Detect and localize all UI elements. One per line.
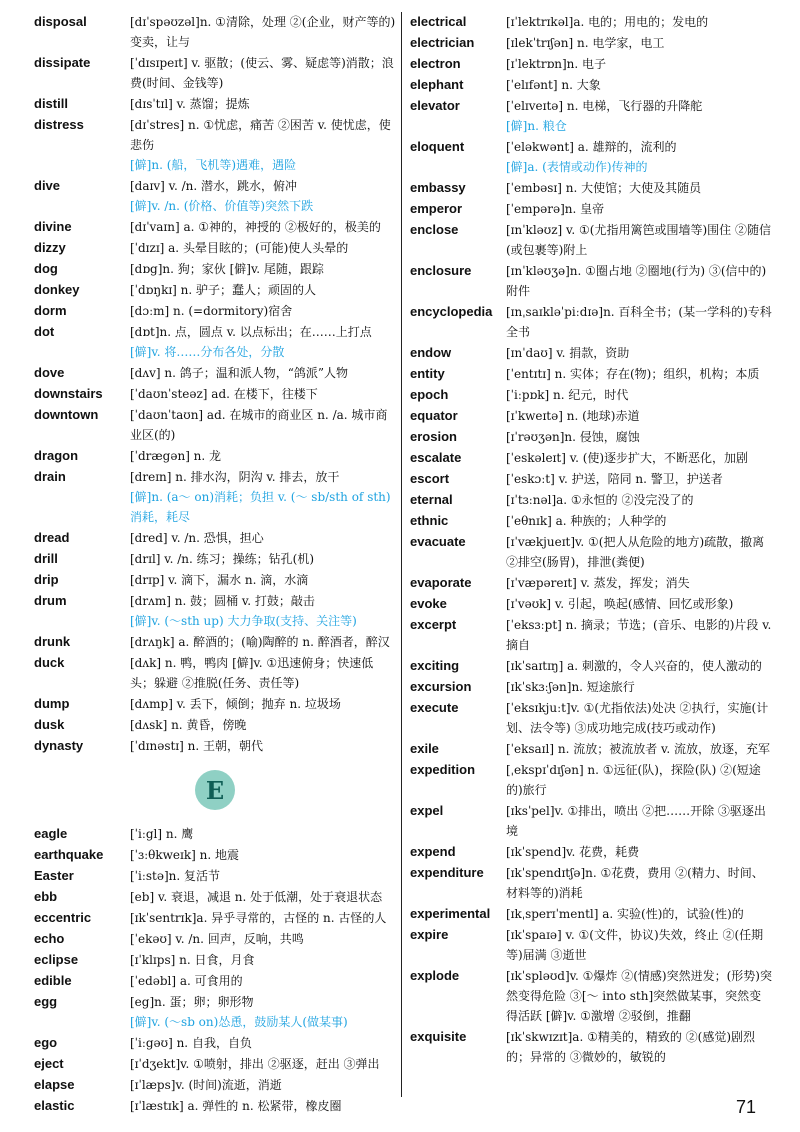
- definition: [dʌv] n. 鸽子；温和派人物，“鸽派”人物: [130, 366, 349, 380]
- headword: ebb: [34, 889, 58, 904]
- headword: dump: [34, 696, 70, 711]
- dictionary-entry: [410, 364, 772, 384]
- dictionary-entry: [410, 801, 772, 841]
- dictionary-entry: [34, 322, 396, 362]
- dictionary-entry: [34, 549, 396, 569]
- headword: dove: [34, 365, 65, 380]
- headword: escort: [410, 471, 450, 486]
- headword: expire: [410, 927, 449, 942]
- right-column: [410, 12, 772, 1068]
- rare-usage-note: [僻]v. (～sb on)怂恿，鼓励某人(做某事): [130, 1015, 348, 1029]
- dictionary-entry: [410, 615, 772, 655]
- headword: execute: [410, 700, 459, 715]
- dictionary-entry: [410, 448, 772, 468]
- definition: [dɪˈstres] n. ①忧虑，痛苦 ②困苦 v. 使忧虑，使悲伤: [130, 118, 391, 152]
- headword: elevator: [410, 98, 460, 113]
- definition: [eg]n. 蛋；卵；卵形物: [130, 995, 254, 1009]
- definition: [ˌekspɪˈdɪʃən] n. ①远征(队)，探险(队) ②(短途的)旅行: [506, 763, 761, 797]
- dictionary-entry: [410, 12, 772, 32]
- dictionary-entry: [410, 261, 772, 301]
- entry-list: [410, 12, 772, 1067]
- headword: electrical: [410, 14, 467, 29]
- headword: epoch: [410, 387, 449, 402]
- dictionary-entry: [34, 736, 396, 756]
- dictionary-entry: [34, 824, 396, 844]
- dictionary-entry: [410, 677, 772, 697]
- headword: downstairs: [34, 386, 103, 401]
- dictionary-entry: [410, 904, 772, 924]
- headword: Easter: [34, 868, 74, 883]
- definition: [ɪˈlæstɪk] a. 弹性的 n. 松紧带，橡皮圈: [130, 1099, 342, 1113]
- dictionary-entry: [410, 406, 772, 426]
- dictionary-entry: [34, 591, 396, 631]
- definition: [ˈedəbl] a. 可食用的: [130, 974, 243, 988]
- definition: [ˈeθnɪk] a. 种族的；人种学的: [506, 514, 667, 528]
- headword: exquisite: [410, 1029, 467, 1044]
- headword: ego: [34, 1035, 58, 1050]
- rare-usage-note: [僻]a. (表情或动作)传神的: [506, 160, 648, 174]
- headword: dread: [34, 530, 70, 545]
- headword: equator: [410, 408, 458, 423]
- headword: divine: [34, 219, 72, 234]
- headword: donkey: [34, 282, 80, 297]
- headword: drunk: [34, 634, 71, 649]
- dictionary-entry: [34, 992, 396, 1032]
- headword: ethnic: [410, 513, 449, 528]
- headword: expedition: [410, 762, 476, 777]
- dictionary-entry: [410, 302, 772, 342]
- dictionary-entry: [410, 137, 772, 177]
- entry-list: [34, 12, 396, 756]
- dictionary-entry: [34, 238, 396, 258]
- headword: encyclopedia: [410, 304, 493, 319]
- headword: erosion: [410, 429, 457, 444]
- definition: [ˈdɪzɪ] a. 头晕目眩的；(可能)使人头晕的: [130, 241, 349, 255]
- definition: [ˈembəsɪ] n. 大使馆；大使及其随员: [506, 181, 702, 195]
- dictionary-entry: [410, 656, 772, 676]
- headword: dizzy: [34, 240, 66, 255]
- dictionary-entry: [34, 528, 396, 548]
- dictionary-entry: [34, 301, 396, 321]
- definition: [drɪl] v. /n. 练习；操练；钻孔(机): [130, 552, 315, 566]
- headword: enclose: [410, 222, 459, 237]
- definition: [ɪkˈskwɪzɪt]a. ①精美的，精致的 ②(感觉)剧烈的；异常的 ③微妙的，敏锐的: [506, 1030, 756, 1064]
- letter-section-header: [34, 770, 396, 810]
- headword: dive: [34, 178, 61, 193]
- dictionary-entry: [410, 54, 772, 74]
- definition: [ɪˈlektrɪkəl]a. 电的；用电的；发电的: [506, 15, 709, 29]
- headword: exciting: [410, 658, 460, 673]
- dictionary-entry: [410, 427, 772, 447]
- headword: eclipse: [34, 952, 79, 967]
- definition: [dɪˈvaɪn] a. ①神的，神授的 ②极好的，极美的: [130, 220, 381, 234]
- dictionary-entry: [34, 53, 396, 93]
- headword: excursion: [410, 679, 472, 694]
- definition: [ɪksˈpel]v. ①排出，喷出 ②把……开除 ③驱逐出境: [506, 804, 766, 838]
- headword: eagle: [34, 826, 68, 841]
- headword: expend: [410, 844, 456, 859]
- letter-badge-label: E: [205, 775, 225, 805]
- definition: [ˈdaʊnˈtaʊn] ad. 在城市的商业区 n. /a. 城市商业区(的): [130, 408, 388, 442]
- dictionary-entry: [410, 863, 772, 903]
- definition: [ɪˈkweɪtə] n. (地球)赤道: [506, 409, 640, 423]
- dictionary-entry: [34, 950, 396, 970]
- dictionary-entry: [34, 908, 396, 928]
- headword: eccentric: [34, 910, 92, 925]
- dictionary-entry: [410, 33, 772, 53]
- definition: [ɪkˈskɜːʃən]n. 短途旅行: [506, 680, 635, 694]
- headword: drill: [34, 551, 58, 566]
- dictionary-entry: [410, 75, 772, 95]
- dictionary-entry: [410, 1027, 772, 1067]
- headword: elastic: [34, 1098, 75, 1113]
- definition: [dɒt]n. 点，圆点 v. 以点标出；在……上打点: [130, 325, 372, 339]
- headword: dusk: [34, 717, 65, 732]
- definition: [ˈeksaɪl] n. 流放；被流放者 v. 流放，放逐，充军: [506, 742, 770, 756]
- headword: duck: [34, 655, 65, 670]
- dictionary-entry: [34, 653, 396, 693]
- rare-usage-note: [僻]n. (a～ on)消耗；负担 v. (～ sb/sth of sth)消耗，耗尽: [130, 490, 391, 524]
- dictionary-entry: [34, 280, 396, 300]
- definition: [ˈeksɜːpt] n. 摘录；节选；(音乐、电影的)片段 v. 摘自: [506, 618, 772, 652]
- headword: expenditure: [410, 865, 484, 880]
- dictionary-entry: [34, 632, 396, 652]
- dictionary-entry: [34, 1033, 396, 1053]
- definition: [ɪkˈspləʊd]v. ①爆炸 ②(情感)突然迸发；(形势)突然变得危险 ③[～ into sth]突然做某事，突然变得活跃 [僻]v. ①激增 ②驳倒，推翻: [506, 969, 772, 1023]
- dictionary-entry: [34, 971, 396, 991]
- definition: [ɪˈklɪps] n. 日食，月食: [130, 953, 255, 967]
- headword: dissipate: [34, 55, 91, 70]
- dictionary-entry: [34, 866, 396, 886]
- dictionary-entry: [34, 1054, 396, 1074]
- rare-usage-note: [僻]v. 将……分布各处，分散: [130, 345, 285, 359]
- headword: enclosure: [410, 263, 472, 278]
- dictionary-entry: [34, 94, 396, 114]
- definition: [ˈdɪsɪpeɪt] v. 驱散；(使云、雾、疑虑等)消散；浪费(时间、金钱等): [130, 56, 394, 90]
- dictionary-entry: [410, 842, 772, 862]
- page-number: 71: [735, 1097, 756, 1117]
- headword: egg: [34, 994, 58, 1009]
- headword: excerpt: [410, 617, 457, 632]
- headword: distress: [34, 117, 84, 132]
- definition: [ɪnˈkləʊʒə]n. ①圈占地 ②圈地(行为) ③(信中的)附件: [506, 264, 767, 298]
- headword: drum: [34, 593, 67, 608]
- definition: [ˈempərə]n. 皇帝: [506, 202, 605, 216]
- dictionary-entry: [34, 570, 396, 590]
- headword: embassy: [410, 180, 466, 195]
- definition: [dred] v. /n. 恐惧，担心: [130, 531, 264, 545]
- headword: dot: [34, 324, 55, 339]
- dictionary-entry: [34, 384, 396, 404]
- headword: eject: [34, 1056, 64, 1071]
- column-divider: [401, 12, 402, 1097]
- headword: electrician: [410, 35, 475, 50]
- dictionary-entry: [34, 363, 396, 383]
- headword: elapse: [34, 1077, 75, 1092]
- definition: [ɪˈdʒekt]v. ①喷射，排出 ②驱逐，赶出 ③弹出: [130, 1057, 380, 1071]
- headword: echo: [34, 931, 65, 946]
- headword: endow: [410, 345, 452, 360]
- definition: [ɪˈlæps]v. (时间)流逝，消逝: [130, 1078, 282, 1092]
- headword: expel: [410, 803, 444, 818]
- dictionary-entry: [410, 966, 772, 1026]
- definition: [ɪˈvækjueɪt]v. ①(把人从危险的地方)疏散，撤离 ②排空(肠胃)，排泄(粪便): [506, 535, 765, 569]
- definition: [dʌk] n. 鸭，鸭肉 [僻]v. ①迅速俯身；快速低头；躲避 ②推脱(任务、责任等): [130, 656, 374, 690]
- definition: [drɪp] v. 滴下，漏水 n. 滴，水滴: [130, 573, 309, 587]
- definition: [ˈdaʊnˈsteəz] ad. 在楼下，往楼下: [130, 387, 318, 401]
- definition: [ɪˈvæpəreɪt] v. 蒸发，挥发；消失: [506, 576, 690, 590]
- definition: [ˈeskɔːt] v. 护送，陪同 n. 警卫，护送者: [506, 472, 723, 486]
- headword: downtown: [34, 407, 99, 422]
- definition: [ˈdrægən] n. 龙: [130, 449, 222, 463]
- dictionary-entry: [34, 115, 396, 175]
- headword: experimental: [410, 906, 491, 921]
- definition: [daɪv] v. /n. 潜水，跳水，俯冲: [130, 179, 298, 193]
- dictionary-entry: [410, 760, 772, 800]
- dictionary-entry: [34, 929, 396, 949]
- headword: evoke: [410, 596, 447, 611]
- dictionary-entry: [410, 385, 772, 405]
- definition: [ˈentɪtɪ] n. 实体；存在(物)；组织，机构；本质: [506, 367, 760, 381]
- dictionary-entry: [410, 96, 772, 136]
- definition: [ɪkˈspaɪə] v. ①(文件，协议)失效，终止 ②(任期等)届满 ③逝世: [506, 928, 764, 962]
- headword: eternal: [410, 492, 453, 507]
- dictionary-entry: [34, 12, 396, 52]
- headword: emperor: [410, 201, 463, 216]
- dictionary-entry: [410, 511, 772, 531]
- dictionary-entry: [410, 199, 772, 219]
- headword: evacuate: [410, 534, 466, 549]
- headword: exile: [410, 741, 439, 756]
- definition: [dreɪn] n. 排水沟，阴沟 v. 排去，放干: [130, 470, 340, 484]
- dictionary-entry: [34, 1075, 396, 1095]
- dictionary-entry: [34, 446, 396, 466]
- dictionary-entry: [410, 925, 772, 965]
- definition: [ɪkˈspend]v. 花费，耗费: [506, 845, 640, 859]
- definition: [ˈelɪfənt] n. 大象: [506, 78, 601, 92]
- dictionary-entry: [410, 490, 772, 510]
- definition: [ɪˈrəʊʒən]n. 侵蚀，腐蚀: [506, 430, 640, 444]
- rare-usage-note: [僻]v. (～sth up) 大力争取(支持、关注等): [130, 614, 357, 628]
- definition: [eb] v. 衰退，减退 n. 处于低潮，处于衰退状态: [130, 890, 383, 904]
- headword: dragon: [34, 448, 79, 463]
- definition: [ɪnˈkləʊz] v. ①(尤指用篱笆或围墙等)围住 ②随信(或包裹等)附上: [506, 223, 771, 257]
- dictionary-entry: [34, 467, 396, 527]
- letter-badge-icon: [195, 770, 235, 810]
- dictionary-entry: [410, 532, 772, 572]
- left-column: [34, 12, 396, 1117]
- dictionary-entry: [34, 887, 396, 907]
- dictionary-entry: [410, 573, 772, 593]
- dictionary-entry: [34, 217, 396, 237]
- definition: [ɪˈtɜːnəl]a. ①永恒的 ②没完没了的: [506, 493, 694, 507]
- dictionary-entry: [410, 739, 772, 759]
- definition: [dʌsk] n. 黄昏，傍晚: [130, 718, 247, 732]
- definition: [ˈiːpɒk] n. 纪元，时代: [506, 388, 629, 402]
- definition: [ɪkˌsperɪˈmentl] a. 实验(性)的，试验(性)的: [506, 907, 744, 921]
- definition: [ˈeksɪkjuːt]v. ①(尤指依法)处决 ②执行，实施(计划、法令等) ③成功地完成(技巧或动作): [506, 701, 769, 735]
- dictionary-entry: [34, 259, 396, 279]
- headword: edible: [34, 973, 72, 988]
- dictionary-entry: [410, 469, 772, 489]
- headword: drain: [34, 469, 66, 484]
- headword: disposal: [34, 14, 87, 29]
- definition: [ɪnˌsaɪkləˈpiːdɪə]n. 百科全书；(某一学科的)专科全书: [506, 305, 772, 339]
- dictionary-entry: [410, 343, 772, 363]
- dictionary-entry: [410, 594, 772, 614]
- dictionary-entry: [34, 694, 396, 714]
- definition: [drʌŋk] a. 醉酒的；(喻)陶醉的 n. 醉酒者，醉汉: [130, 635, 390, 649]
- definition: [dɔːm] n. (=dormitory)宿舍: [130, 304, 293, 318]
- headword: dog: [34, 261, 58, 276]
- headword: entity: [410, 366, 445, 381]
- definition: [ˈiːgəʊ] n. 自我，自负: [130, 1036, 252, 1050]
- definition: [ɪnˈdaʊ] v. 捐款，资助: [506, 346, 630, 360]
- definition: [ˈeskəleɪt] v. (使)逐步扩大，不断恶化，加剧: [506, 451, 749, 465]
- definition: [ɪˈlektrɒn]n. 电子: [506, 57, 607, 71]
- definition: [ˈekəʊ] v. /n. 回声，反响，共鸣: [130, 932, 304, 946]
- headword: dorm: [34, 303, 67, 318]
- definition: [ɪˈvəʊk] v. 引起，唤起(感情、回忆或形象): [506, 597, 734, 611]
- definition: [ˈelɪveɪtə] n. 电梯，飞行器的升降舵: [506, 99, 703, 113]
- headword: distill: [34, 96, 68, 111]
- definition: [dɪsˈtɪl] v. 蒸馏；提炼: [130, 97, 250, 111]
- rare-usage-note: [僻]n. 粮仓: [506, 119, 567, 133]
- definition: [dʌmp] v. 丢下，倾倒；抛弃 n. 垃圾场: [130, 697, 341, 711]
- definition: [ˈɜːθkweɪk] n. 地震: [130, 848, 239, 862]
- definition: [ɪlekˈtrɪʃən] n. 电学家，电工: [506, 36, 665, 50]
- dictionary-entry: [34, 715, 396, 735]
- definition: [ˈiːstə]n. 复活节: [130, 869, 220, 883]
- dictionary-entry: [34, 176, 396, 216]
- dictionary-entry: [410, 178, 772, 198]
- headword: escalate: [410, 450, 462, 465]
- definition: [ˈdɪnəstɪ] n. 王朝，朝代: [130, 739, 264, 753]
- dictionary-entry: [34, 845, 396, 865]
- headword: drip: [34, 572, 59, 587]
- entry-list: [34, 824, 396, 1116]
- headword: elephant: [410, 77, 464, 92]
- definition: [ɪkˈsaɪtɪŋ] a. 刺激的，令人兴奋的，使人激动的: [506, 659, 762, 673]
- definition: [ˈdɒŋkɪ] n. 驴子；蠢人；顽固的人: [130, 283, 317, 297]
- definition: [ɪkˈsentrɪk]a. 异乎寻常的，古怪的 n. 古怪的人: [130, 911, 387, 925]
- definition: [ɪkˈspendɪtʃə]n. ①花费，费用 ②(精力、时间、材料等的)消耗: [506, 866, 764, 900]
- dictionary-entry: [410, 220, 772, 260]
- headword: electron: [410, 56, 461, 71]
- definition: [drʌm] n. 鼓；圆桶 v. 打鼓；敲击: [130, 594, 315, 608]
- rare-usage-note: [僻]v. /n. (价格、价值等)突然下跌: [130, 199, 314, 213]
- headword: earthquake: [34, 847, 104, 862]
- definition: [ˈeləkwənt] a. 雄辩的，流利的: [506, 140, 677, 154]
- headword: evaporate: [410, 575, 472, 590]
- headword: eloquent: [410, 139, 465, 154]
- dictionary-entry: [410, 698, 772, 738]
- definition: [ˈiːgl] n. 鹰: [130, 827, 194, 841]
- dictionary-entry: [34, 1096, 396, 1116]
- rare-usage-note: [僻]n. (船，飞机等)遇难，遇险: [130, 158, 297, 172]
- headword: explode: [410, 968, 460, 983]
- definition: [dɪˈspəʊzəl]n. ①清除，处理 ②(企业，财产等的)变卖，让与: [130, 15, 396, 49]
- dictionary-entry: [34, 405, 396, 445]
- definition: [dɒg]n. 狗；家伙 [僻]v. 尾随，跟踪: [130, 262, 324, 276]
- headword: dynasty: [34, 738, 84, 753]
